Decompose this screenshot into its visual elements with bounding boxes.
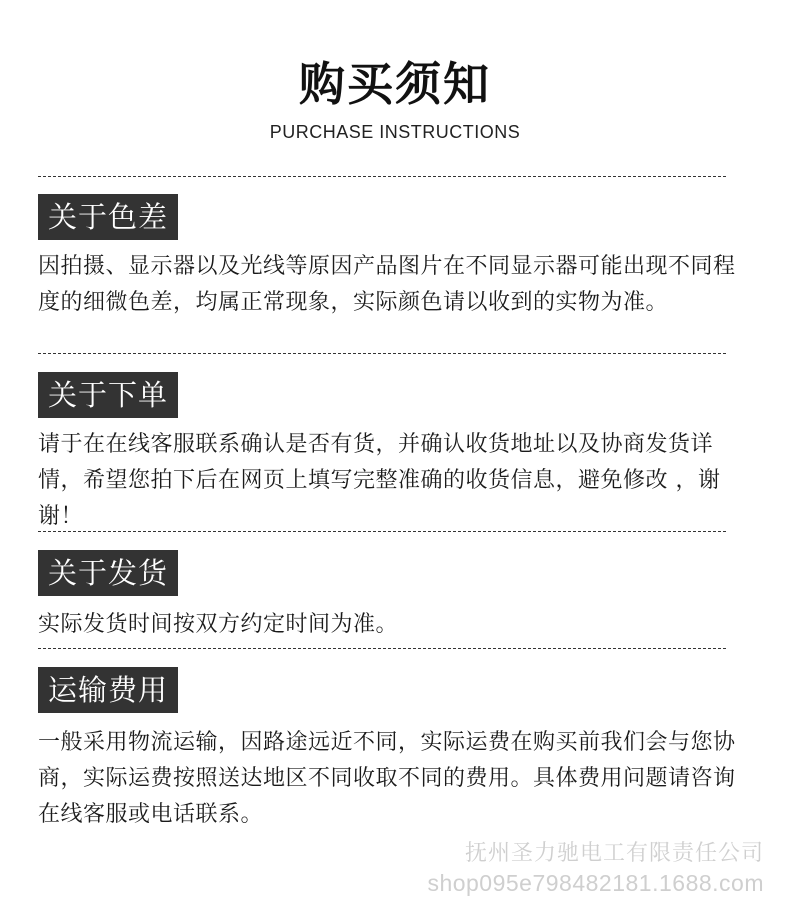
- section-title-freight: 运输费用: [38, 667, 178, 713]
- divider: [38, 176, 726, 177]
- divider: [38, 531, 726, 532]
- page-title: 购买须知: [299, 57, 491, 111]
- section-title-color-difference: 关于色差: [38, 194, 178, 240]
- section-body-ordering: 请于在在线客服联系确认是否有货，并确认收货地址以及协商发货详情，希望您拍下后在网页上填写完整准确的收货信息，避免修改 ，谢谢！: [38, 432, 721, 529]
- section-title-shipping: 关于发货: [38, 550, 178, 596]
- section-body-color-difference: 因拍摄、显示器以及光线等原因产品图片在不同显示器可能出现不同程度的细微色差，均属正常现象，实际颜色请以收到的实物为准。: [38, 254, 736, 315]
- watermark-company: 抚州圣力驰电工有限责任公司: [464, 840, 764, 865]
- watermark-shop-url: shop095e798482181.1688.com: [427, 870, 764, 896]
- section-body-freight: 一般采用物流运输，因路途远近不同，实际运费在购买前我们会与您协商，实际运费按照送达地区不同收取不同的费用。具体费用问题请咨询在线客服或电话联系。: [38, 730, 736, 827]
- page-subtitle: PURCHASE INSTRUCTIONS: [269, 122, 521, 142]
- section-title-ordering: 关于下单: [38, 372, 178, 418]
- divider: [38, 648, 726, 649]
- section-body-shipping: 实际发货时间按双方约定时间为准。: [38, 612, 399, 637]
- divider: [38, 353, 726, 354]
